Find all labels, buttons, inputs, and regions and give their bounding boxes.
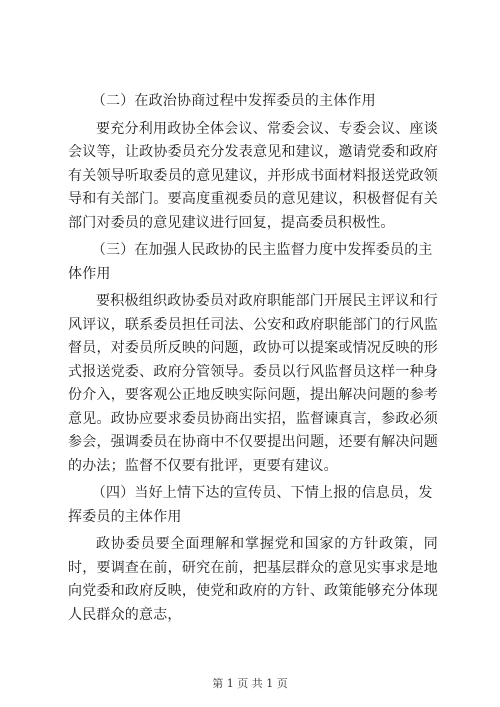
section-4-paragraph: 政协委员要全面理解和掌握党和国家的方针政策，同时，要调查在前，研究在前，把基层群众的意见实事求是地向党委和政府反映，使党和政府的方针、政策能够充分体现人民群众的意志，	[68, 536, 438, 623]
section-heading-2: （二）在政治协商过程中发挥委员的主体作用	[91, 93, 376, 109]
document-body	[68, 90, 438, 631]
section-heading-4: （四）当好上情下达的宣传员、下情上报的信息员，发挥委员的主体作用	[68, 485, 433, 525]
section-2-paragraph: 要充分利用政协全体会议、常委会议、专委会议、座谈会议等，让政协委员充分发表意见和建议，邀请党委和政府有关领导听取委员的意见建议，并形成书面材料报送党政领导和有关部门。要高度重视委员的意见建议，积极督促有关部门对委员的意见建议进行回复，提高委员积极性。	[68, 120, 438, 231]
page-footer: 第 1 页 共 1 页	[212, 677, 288, 690]
section-heading-3: （三）在加强人民政协的民主监督力度中发挥委员的主体作用	[68, 242, 433, 282]
section-3-paragraph: 要积极组织政协委员对政府职能部门开展民主评议和行风评议，联系委员担任司法、公安和政府职能部门的行风监督员，对委员所反映的问题，政协可以提案或情况反映的形式报送党委、政府分管领导。委员以行风监督员这样一种身份介入，要客观公正地反映实际问题，提出解决问题的参考意见。政协应要求委员协商出实招，监督谏真言，参政必须参会，强调委员在协商中不仅要提出问题，还要有解决问题的办法；监督不仅要有批评，更要有建议。	[68, 293, 438, 474]
